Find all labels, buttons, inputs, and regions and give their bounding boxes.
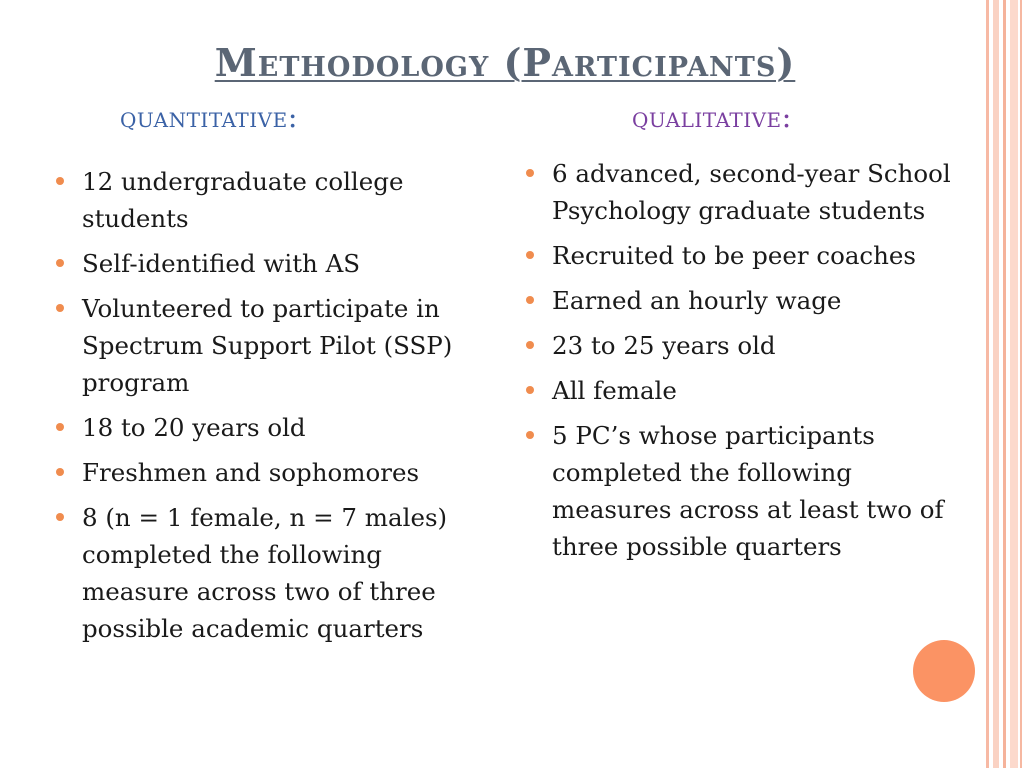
bullet-dot-icon	[526, 169, 534, 177]
list-item-text: Self-identified with AS	[82, 249, 361, 278]
list-item	[52, 245, 472, 282]
list-item-text: 5 PC’s whose participants completed the following measures across at least two of three possible quarters	[552, 421, 944, 561]
list-item	[52, 409, 472, 446]
list-item-text: Volunteered to participate in Spectrum Support Pilot (SSP) program	[82, 294, 453, 397]
list-item	[52, 290, 472, 401]
list-item	[522, 282, 977, 319]
list-item	[522, 372, 977, 409]
bullet-dot-icon	[526, 251, 534, 259]
bullet-dot-icon	[526, 296, 534, 304]
list-item-text: Recruited to be peer coaches	[552, 241, 916, 270]
quantitative-heading: quantitative:	[120, 100, 298, 134]
list-item-text: Freshmen and sophomores	[82, 458, 420, 487]
list-item-text: 18 to 20 years old	[82, 413, 306, 442]
stripe	[1020, 0, 1022, 768]
list-item	[52, 454, 472, 491]
list-item	[522, 237, 977, 274]
decorative-circle-icon	[913, 640, 975, 702]
list-item-text: 8 (n = 1 female, n = 7 males) completed the following measure across two of three possible academic quarters	[82, 503, 448, 643]
list-item-text: All female	[552, 376, 677, 405]
decorative-stripes	[982, 0, 1024, 768]
list-item-text: 6 advanced, second-year School Psychology graduate students	[552, 159, 951, 225]
bullet-dot-icon	[56, 259, 64, 267]
bullet-dot-icon	[56, 177, 64, 185]
bullet-dot-icon	[56, 513, 64, 521]
list-item	[522, 327, 977, 364]
list-item-text: 12 undergraduate college students	[82, 167, 404, 233]
list-item	[52, 499, 472, 647]
bullet-dot-icon	[56, 304, 64, 312]
qualitative-bullet-list	[522, 155, 977, 573]
list-item	[52, 163, 472, 237]
bullet-dot-icon	[56, 423, 64, 431]
bullet-dot-icon	[56, 468, 64, 476]
stripe	[986, 0, 989, 768]
list-item-text: 23 to 25 years old	[552, 331, 776, 360]
stripe	[993, 0, 999, 768]
bullet-dot-icon	[526, 431, 534, 439]
list-item	[522, 417, 977, 565]
list-item	[522, 155, 977, 229]
quantitative-bullet-list	[52, 163, 472, 655]
stripe	[1003, 0, 1006, 768]
list-item-text: Earned an hourly wage	[552, 286, 842, 315]
slide-title: Methodology (Participants)	[214, 40, 796, 85]
qualitative-heading: qualitative:	[632, 100, 792, 134]
stripe	[1010, 0, 1018, 768]
bullet-dot-icon	[526, 386, 534, 394]
bullet-dot-icon	[526, 341, 534, 349]
